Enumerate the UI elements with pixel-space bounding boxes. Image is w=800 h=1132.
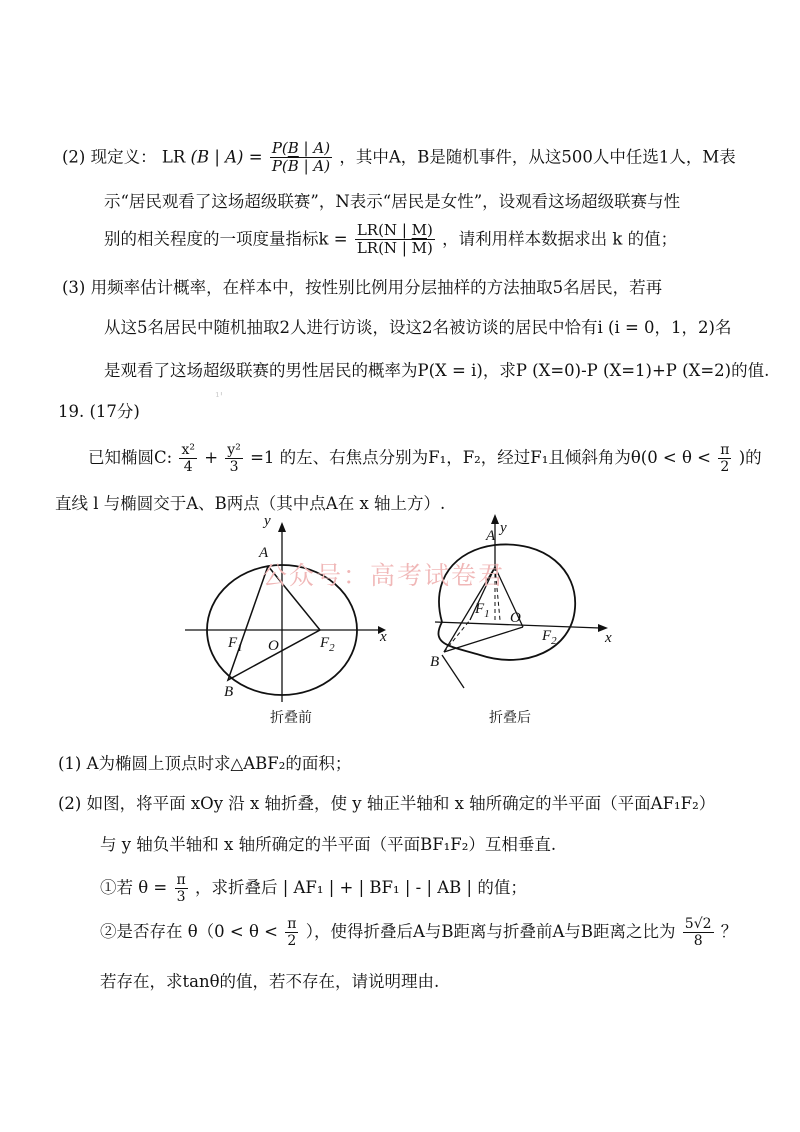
right-point-b: B xyxy=(430,654,440,670)
q19-part2-line2: 与 y 轴负半轴和 x 轴所确定的半平面（平面BF₁F₂）互相垂直. xyxy=(100,835,557,854)
q18-part3-line2: 从这5名居民中随机抽取2人进行访谈，设这2名被访谈的居民中恰有i (i = 0，1，2)名 xyxy=(104,318,732,337)
q19-part2-case1: ①若 θ = $\frac{\pi}{3}$ ，求折叠后 | AF₁ | + | BF₁ | - | AB | 的值； xyxy=(100,872,527,906)
left-y-label: y xyxy=(264,513,271,529)
ellipse-figure xyxy=(180,510,620,705)
k-fraction: $\frac{LR(N | M)}{LR(N | \overline{M})}$ xyxy=(356,221,433,258)
left-point-a: A xyxy=(259,545,269,561)
left-x-label: x xyxy=(380,629,387,645)
figure-after-fold xyxy=(430,514,612,688)
q19-statement-line1: 已知椭圆C: $\frac{\text{x²}}{4}$ + $\frac{\text{y²}}{3}$ =1 的左、右焦点分别为F₁，F₂，经过F₁且倾斜角为θ(0 < θ < $\frac{\pi}{2}$ )的 xyxy=(88,442,762,476)
q18-part2-line3: 别的相关程度的一项度量指标k = $\frac{LR(N | M)}{LR(N | \overline{M})}$ ，请利用样本数据求出 k 的值； xyxy=(104,221,678,258)
q19-statement-line2: 直线 l 与椭圆交于A、B两点（其中点A在 x 轴上方）. xyxy=(55,494,446,513)
q19-part1: (1) A为椭圆上顶点时求△ABF₂的面积； xyxy=(58,754,352,773)
caption-before-fold: 折叠前 xyxy=(270,710,312,726)
q18-part3-line3: 是观看了这场超级联赛的男性居民的概率为P(X = i)，求P (X=0)-P (X=1)+P (X=2)的值. xyxy=(104,361,770,380)
q19-part2-case2: ②是否存在 θ（0 < θ < $\frac{\pi}{2}$ ），使得折叠后A与B距离与折叠前A与B距离之比为 $\frac{5√2}{8}$ ？ xyxy=(100,916,738,950)
q19-part2-last: 若存在，求tanθ的值，若不存在，请说明理由. xyxy=(100,972,440,991)
q19-part2-line1: (2) 如图，将平面 xOy 沿 x 轴折叠，使 y 轴正半轴和 x 轴所确定的半平面（平面AF₁F₂） xyxy=(58,794,716,813)
left-f1: $F_1$ xyxy=(228,635,243,654)
right-x-label: x xyxy=(605,630,612,646)
q18-part2-line1: (2) 现定义： LR (B | A) = $\frac{P(B | A)}{P(\overline{B} | A)}$ ，其中A，B是随机事件，从这500人中任选1人，M表 xyxy=(62,139,736,176)
watermark: 公众号：高考试卷君 xyxy=(262,561,506,590)
left-f2: $F_2$ xyxy=(320,635,335,654)
q19-header: 19. (17分) xyxy=(58,402,140,421)
right-y-label: y xyxy=(500,520,507,536)
right-f2: $F_2$ xyxy=(542,628,557,647)
right-f1: $F_1$ xyxy=(475,601,490,620)
right-point-a: A xyxy=(486,528,496,544)
scan-mark: ¹' xyxy=(215,390,224,404)
left-origin: O xyxy=(268,638,279,654)
q18-part3-line1: (3) 用频率估计概率，在样本中，按性别比例用分层抽样的方法抽取5名居民，若再 xyxy=(62,278,663,297)
right-origin: O xyxy=(510,610,521,626)
q18-part2-line2: 示“居民观看了这场超级联赛”，N表示“居民是女性”，设观看这场超级联赛与性 xyxy=(104,192,681,211)
caption-after-fold: 折叠后 xyxy=(489,710,531,726)
left-point-b: B xyxy=(224,684,234,700)
lr-fraction: $\frac{P(B | A)}{P(\overline{B} | A)}$ xyxy=(271,139,331,176)
figure-before-fold xyxy=(185,513,387,702)
